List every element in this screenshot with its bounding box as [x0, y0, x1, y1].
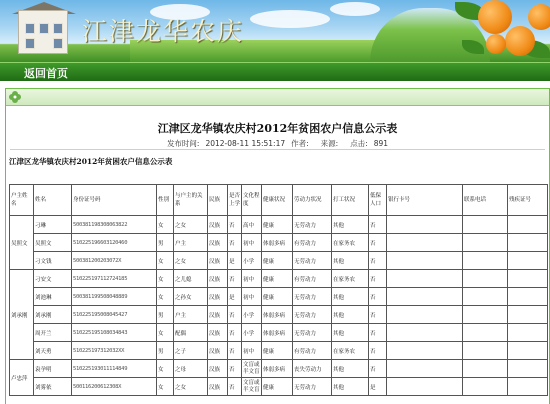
table-cell: 500116200612308X	[72, 378, 157, 396]
cloud-decoration	[330, 2, 380, 16]
table-cell: 初中	[242, 288, 262, 306]
table-cell: 初中	[242, 234, 262, 252]
publish-label: 发布时间:	[166, 139, 200, 148]
table-cell: 其他	[332, 306, 369, 324]
table-cell: 否	[228, 360, 242, 378]
source-label: 来源:	[320, 139, 339, 148]
table-cell: 否	[228, 234, 242, 252]
table-row	[10, 324, 548, 342]
table-cell: 否	[228, 306, 242, 324]
table-cell: 是	[228, 288, 242, 306]
table-cell: 高中	[242, 216, 262, 234]
table-cell: 否	[228, 216, 242, 234]
table-cell: 否	[369, 252, 387, 270]
table-cell: 体弱多病	[262, 360, 293, 378]
table-cell: 其他	[332, 378, 369, 396]
clicks-count: 891	[373, 139, 389, 148]
table-cell: 刘池琳	[34, 288, 72, 306]
table-cell: 否	[369, 360, 387, 378]
table-cell: 510225195108034843	[72, 324, 157, 342]
table-cell	[508, 234, 548, 252]
table-cell: 女	[157, 378, 174, 396]
divider	[10, 149, 545, 150]
table-cell: 小学	[242, 306, 262, 324]
table-cell: 刘天勇	[34, 342, 72, 360]
householder-cell: 卢忠萍	[10, 360, 34, 396]
table-cell	[463, 306, 508, 324]
table-cell: 之儿媳	[174, 270, 208, 288]
house-image	[18, 10, 68, 54]
table-row	[10, 216, 548, 234]
nav-bar	[0, 62, 550, 81]
table-cell: 无劳动力	[293, 288, 332, 306]
table-cell: 文盲或半文盲	[242, 378, 262, 396]
table-cell: 刘雾依	[34, 378, 72, 396]
cloud-decoration	[250, 10, 330, 28]
column-header: 是否上学	[228, 185, 242, 216]
table-cell: 否	[228, 270, 242, 288]
table-cell	[387, 324, 463, 342]
table-cell: 汉族	[208, 324, 228, 342]
table-cell: 510225193011114849	[72, 360, 157, 378]
table-cell: 健康	[262, 252, 293, 270]
table-cell: 有劳动力	[293, 234, 332, 252]
table-cell: 女	[157, 252, 174, 270]
table-cell: 周开兰	[34, 324, 72, 342]
table-cell: 健康	[262, 378, 293, 396]
table-cell: 否	[369, 216, 387, 234]
table-cell: 汉族	[208, 288, 228, 306]
table-cell: 510225197312032XX	[72, 342, 157, 360]
table-cell: 无劳动力	[293, 306, 332, 324]
table-cell: 其他	[332, 360, 369, 378]
table-cell: 汉族	[208, 378, 228, 396]
orange-image	[478, 0, 512, 34]
table-cell: 之子	[174, 342, 208, 360]
poverty-info-table	[9, 184, 548, 396]
table-row	[10, 306, 548, 324]
column-header: 健康状况	[262, 185, 293, 216]
table-cell: 健康	[262, 270, 293, 288]
table-cell: 否	[369, 288, 387, 306]
column-header: 身份证号码	[72, 185, 157, 216]
home-link[interactable]: 返回首页	[24, 67, 68, 80]
table-cell: 其他	[332, 324, 369, 342]
table-cell: 健康	[262, 288, 293, 306]
table-cell: 初中	[242, 270, 262, 288]
table-cell: 刘承刚	[34, 306, 72, 324]
table-cell	[508, 252, 548, 270]
table-cell: 配偶	[174, 324, 208, 342]
table-cell: 汉族	[208, 360, 228, 378]
table-cell: 小学	[242, 252, 262, 270]
table-cell	[508, 360, 548, 378]
table-cell	[463, 288, 508, 306]
table-cell: 否	[369, 324, 387, 342]
table-cell	[463, 378, 508, 396]
column-header: 民族	[208, 185, 228, 216]
table-cell: 否	[369, 306, 387, 324]
column-header: 姓名	[34, 185, 72, 216]
table-cell	[387, 234, 463, 252]
table-cell	[463, 342, 508, 360]
table-cell	[387, 270, 463, 288]
table-header-row	[10, 185, 548, 216]
table-cell: 之孙女	[174, 288, 208, 306]
table-cell	[463, 216, 508, 234]
table-cell: 汉族	[208, 234, 228, 252]
clicks-label: 点击:	[350, 139, 368, 148]
orange-image	[505, 26, 535, 56]
table-cell: 健康	[262, 342, 293, 360]
table-row	[10, 252, 548, 270]
table-row	[10, 342, 548, 360]
table-cell: 体弱多病	[262, 306, 293, 324]
table-cell	[387, 360, 463, 378]
householder-cell: 刘承刚	[10, 270, 34, 360]
table-cell: 之女	[174, 252, 208, 270]
table-cell: 女	[157, 324, 174, 342]
content-panel	[5, 88, 550, 404]
column-header: 性别	[157, 185, 174, 216]
table-cell: 否	[369, 234, 387, 252]
table-cell: 女	[157, 216, 174, 234]
table-cell	[463, 270, 508, 288]
table-cell: 汉族	[208, 306, 228, 324]
table-cell: 男	[157, 234, 174, 252]
table-cell: 丧失劳动力	[293, 360, 332, 378]
column-header: 低保人口	[369, 185, 387, 216]
table-cell: 男	[157, 342, 174, 360]
table-cell: 体弱多病	[262, 234, 293, 252]
householder-cell: 吴照文	[10, 216, 34, 270]
table-cell: 510225195008045427	[72, 306, 157, 324]
table-cell: 健康	[262, 216, 293, 234]
column-header: 文化程度	[242, 185, 262, 216]
table-cell: 文盲或半文盲	[242, 360, 262, 378]
table-cell: 汉族	[208, 216, 228, 234]
table-cell: 否	[228, 378, 242, 396]
article-title: 江津区龙华镇农庆村2012年贫困农户信息公示表	[157, 122, 398, 135]
table-cell: 其他	[332, 216, 369, 234]
table-cell: 之女	[174, 378, 208, 396]
table-cell: 吴照文	[34, 234, 72, 252]
panel-header	[6, 89, 549, 106]
table-cell: 女	[157, 360, 174, 378]
table-cell: 汉族	[208, 252, 228, 270]
table-caption: 江津区龙华镇农庆村2012年贫困农户信息公示表	[9, 157, 173, 166]
table-cell: 有劳动力	[293, 342, 332, 360]
column-header: 残疾证号	[508, 185, 548, 216]
table-cell: 500381200203072X	[72, 252, 157, 270]
column-header: 劳动力状况	[293, 185, 332, 216]
table-cell: 其他	[332, 252, 369, 270]
table-cell: 女	[157, 288, 174, 306]
clover-icon	[8, 90, 22, 104]
column-header: 打工状况	[332, 185, 369, 216]
table-cell: 汉族	[208, 270, 228, 288]
table-cell: 否	[228, 342, 242, 360]
article-meta	[6, 138, 549, 149]
table-cell	[508, 216, 548, 234]
table-cell	[508, 342, 548, 360]
table-cell: 在家务农	[332, 234, 369, 252]
table-row	[10, 360, 548, 378]
table-cell: 无劳动力	[293, 216, 332, 234]
table-cell: 男	[157, 306, 174, 324]
publish-time: 2012-08-11 15:51:17	[205, 139, 286, 148]
table-cell: 有劳动力	[293, 270, 332, 288]
table-cell: 体弱多病	[262, 324, 293, 342]
site-title: 江津龙华农庆	[82, 17, 245, 46]
table-cell	[387, 306, 463, 324]
table-cell: 户主	[174, 234, 208, 252]
table-row	[10, 234, 548, 252]
table-cell	[387, 216, 463, 234]
table-cell: 500381199508048889	[72, 288, 157, 306]
table-cell: 之女	[174, 216, 208, 234]
table-cell: 否	[369, 270, 387, 288]
table-cell: 汉族	[208, 342, 228, 360]
table-cell	[463, 234, 508, 252]
table-cell	[463, 252, 508, 270]
table-cell	[387, 342, 463, 360]
table-cell: 是	[228, 252, 242, 270]
table-cell: 袁孕明	[34, 360, 72, 378]
table-row	[10, 378, 548, 396]
site-banner	[0, 0, 550, 62]
table-cell: 500381198308063822	[72, 216, 157, 234]
table-cell: 小学	[242, 324, 262, 342]
table-cell: 无劳动力	[293, 324, 332, 342]
table-cell: 在家务农	[332, 270, 369, 288]
table-cell	[387, 288, 463, 306]
table-cell: 无劳动力	[293, 252, 332, 270]
table-cell: 无劳动力	[293, 378, 332, 396]
table-cell: 是	[369, 378, 387, 396]
table-cell: 刁琳	[34, 216, 72, 234]
table-cell	[387, 252, 463, 270]
table-cell: 否	[369, 342, 387, 360]
author-label: 作者:	[291, 139, 309, 148]
table-row	[10, 270, 548, 288]
table-cell	[508, 306, 548, 324]
column-header: 户主姓名	[10, 185, 34, 216]
table-cell	[387, 378, 463, 396]
table-cell: 户主	[174, 306, 208, 324]
table-cell: 510225197112724185	[72, 270, 157, 288]
table-cell: 女	[157, 270, 174, 288]
table-cell	[463, 324, 508, 342]
table-cell: 刁安文	[34, 270, 72, 288]
table-cell: 刁文钱	[34, 252, 72, 270]
table-cell	[508, 378, 548, 396]
table-cell: 初中	[242, 342, 262, 360]
table-cell: 在家务农	[332, 342, 369, 360]
column-header: 银行卡号	[387, 185, 463, 216]
table-cell: 否	[228, 324, 242, 342]
orange-image	[528, 4, 550, 30]
table-cell	[508, 288, 548, 306]
orange-image	[486, 34, 506, 54]
table-cell	[508, 324, 548, 342]
table-cell	[508, 270, 548, 288]
column-header: 联系电话	[463, 185, 508, 216]
table-cell: 510225196603120460	[72, 234, 157, 252]
table-cell	[463, 360, 508, 378]
table-cell: 之母	[174, 360, 208, 378]
column-header: 与户主的关系	[174, 185, 208, 216]
table-cell: 其他	[332, 288, 369, 306]
table-row	[10, 288, 548, 306]
